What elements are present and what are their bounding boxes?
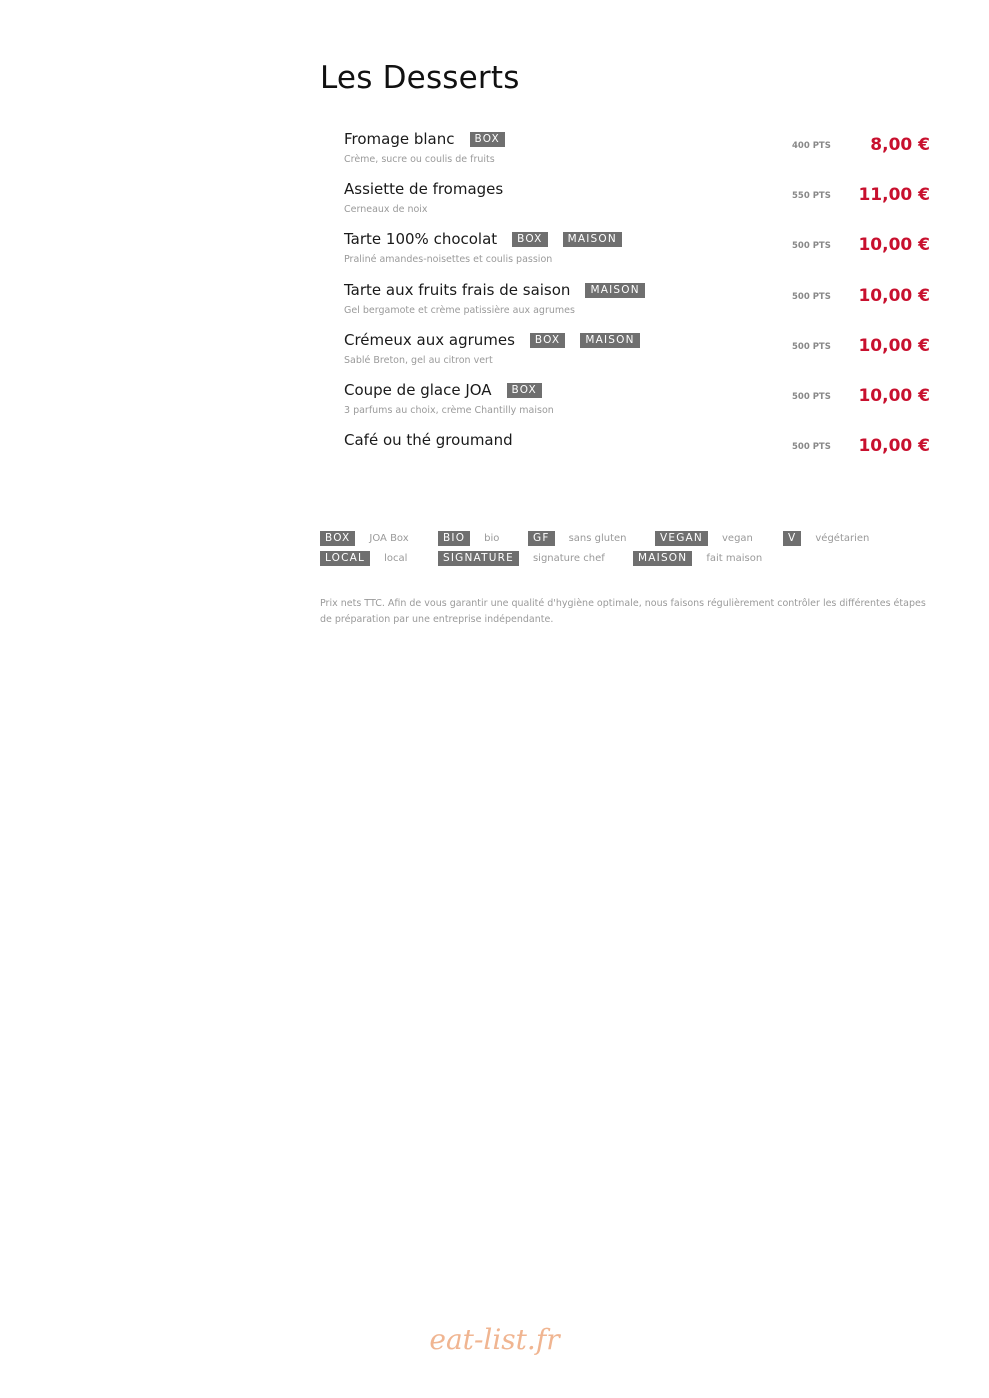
- menu-item-header: [344, 128, 930, 150]
- menu-item-header: [344, 279, 930, 301]
- menu-item-tag: BOX: [530, 333, 565, 348]
- menu-item-name: Crémeux aux agrumes: [344, 331, 515, 349]
- menu-item-header: [344, 429, 930, 451]
- legend-tag: BOX: [320, 531, 355, 546]
- legend-entry: [655, 531, 753, 546]
- menu-item-price: 10,00 €: [858, 336, 930, 356]
- menu-item: [344, 228, 930, 272]
- menu-item-points: 500 PTS: [792, 292, 831, 302]
- menu-item-name: Tarte 100% chocolat: [344, 230, 498, 248]
- menu-item: [344, 279, 930, 323]
- menu-item-tag: BOX: [512, 232, 547, 247]
- legend-tag: VEGAN: [655, 531, 708, 546]
- menu-item-points: 500 PTS: [792, 342, 831, 352]
- legend-entry: [528, 531, 627, 546]
- menu-item-points: 500 PTS: [792, 241, 831, 251]
- legend-tag: V: [783, 531, 801, 546]
- menu-item-description: 3 parfums au choix, crème Chantilly maison: [344, 405, 554, 416]
- menu-item-price: 10,00 €: [858, 286, 930, 306]
- menu-item-description: Sablé Breton, gel au citron vert: [344, 355, 493, 366]
- menu-item-description: Crème, sucre ou coulis de fruits: [344, 154, 495, 165]
- legend-entry: [783, 531, 869, 546]
- page-title: Les Desserts: [320, 60, 520, 96]
- menu-item-description: Gel bergamote et crème patissière aux agrumes: [344, 305, 575, 316]
- legend-label: sans gluten: [568, 533, 627, 544]
- menu-item-description: Cerneaux de noix: [344, 204, 428, 215]
- menu-item-tag: MAISON: [580, 333, 639, 348]
- menu-item-points: 550 PTS: [792, 191, 831, 201]
- menu-item-name: Fromage blanc: [344, 130, 455, 148]
- legend-entry: [438, 531, 499, 546]
- tag-legend: [320, 531, 920, 573]
- menu-item-name: Assiette de fromages: [344, 180, 504, 198]
- menu-item-tag: BOX: [507, 383, 542, 398]
- menu-item-header: [344, 379, 930, 401]
- legend-label: fait maison: [706, 553, 763, 564]
- menu-item: [344, 178, 930, 222]
- legend-label: signature chef: [532, 553, 605, 564]
- price-notice: Prix nets TTC. Afin de vous garantir une qualité d'hygiène optimale, nous faisons régulièrement contrôler les différentes étapes de préparation par une entreprise indépendante.: [320, 598, 926, 625]
- menu-item-price: 10,00 €: [858, 386, 930, 406]
- menu-item-price: 10,00 €: [858, 436, 930, 456]
- menu-item-header: [344, 329, 930, 351]
- menu-item-price: 11,00 €: [858, 185, 930, 205]
- legend-entry: [633, 551, 762, 566]
- menu-item-tag: MAISON: [563, 232, 622, 247]
- legend-label: local: [384, 553, 408, 564]
- menu-item: [344, 429, 930, 473]
- menu-item-points: 400 PTS: [792, 141, 831, 151]
- menu-item: [344, 128, 930, 172]
- legend-tag: LOCAL: [320, 551, 370, 566]
- legend-label: végétarien: [815, 533, 870, 544]
- menu-item-header: [344, 178, 930, 200]
- legend-tag: GF: [528, 531, 555, 546]
- menu-item-name: Coupe de glace JOA: [344, 381, 492, 399]
- legend-entry: [438, 551, 605, 566]
- legend-tag: MAISON: [633, 551, 692, 566]
- menu-item: [344, 329, 930, 373]
- menu-item-points: 500 PTS: [792, 392, 831, 402]
- legend-tag: BIO: [438, 531, 470, 546]
- legend-entry: [320, 551, 407, 566]
- menu-item-name: Café ou thé groumand: [344, 431, 513, 449]
- watermark-logo: eat-list.fr: [429, 1323, 560, 1356]
- menu-item-name: Tarte aux fruits frais de saison: [344, 281, 571, 299]
- menu-item: [344, 379, 930, 423]
- legend-label: JOA Box: [369, 533, 409, 544]
- menu-item-description: Praliné amandes-noisettes et coulis passion: [344, 254, 553, 265]
- menu-item-header: [344, 228, 930, 250]
- legend-tag: SIGNATURE: [438, 551, 519, 566]
- menu-item-tag: BOX: [470, 132, 505, 147]
- legend-label: bio: [484, 533, 500, 544]
- menu-item-points: 500 PTS: [792, 442, 831, 452]
- legend-entry: [320, 531, 409, 546]
- legend-label: vegan: [722, 533, 753, 544]
- menu-item-tag: MAISON: [585, 283, 644, 298]
- menu-item-price: 8,00 €: [870, 135, 930, 155]
- menu-item-price: 10,00 €: [858, 235, 930, 255]
